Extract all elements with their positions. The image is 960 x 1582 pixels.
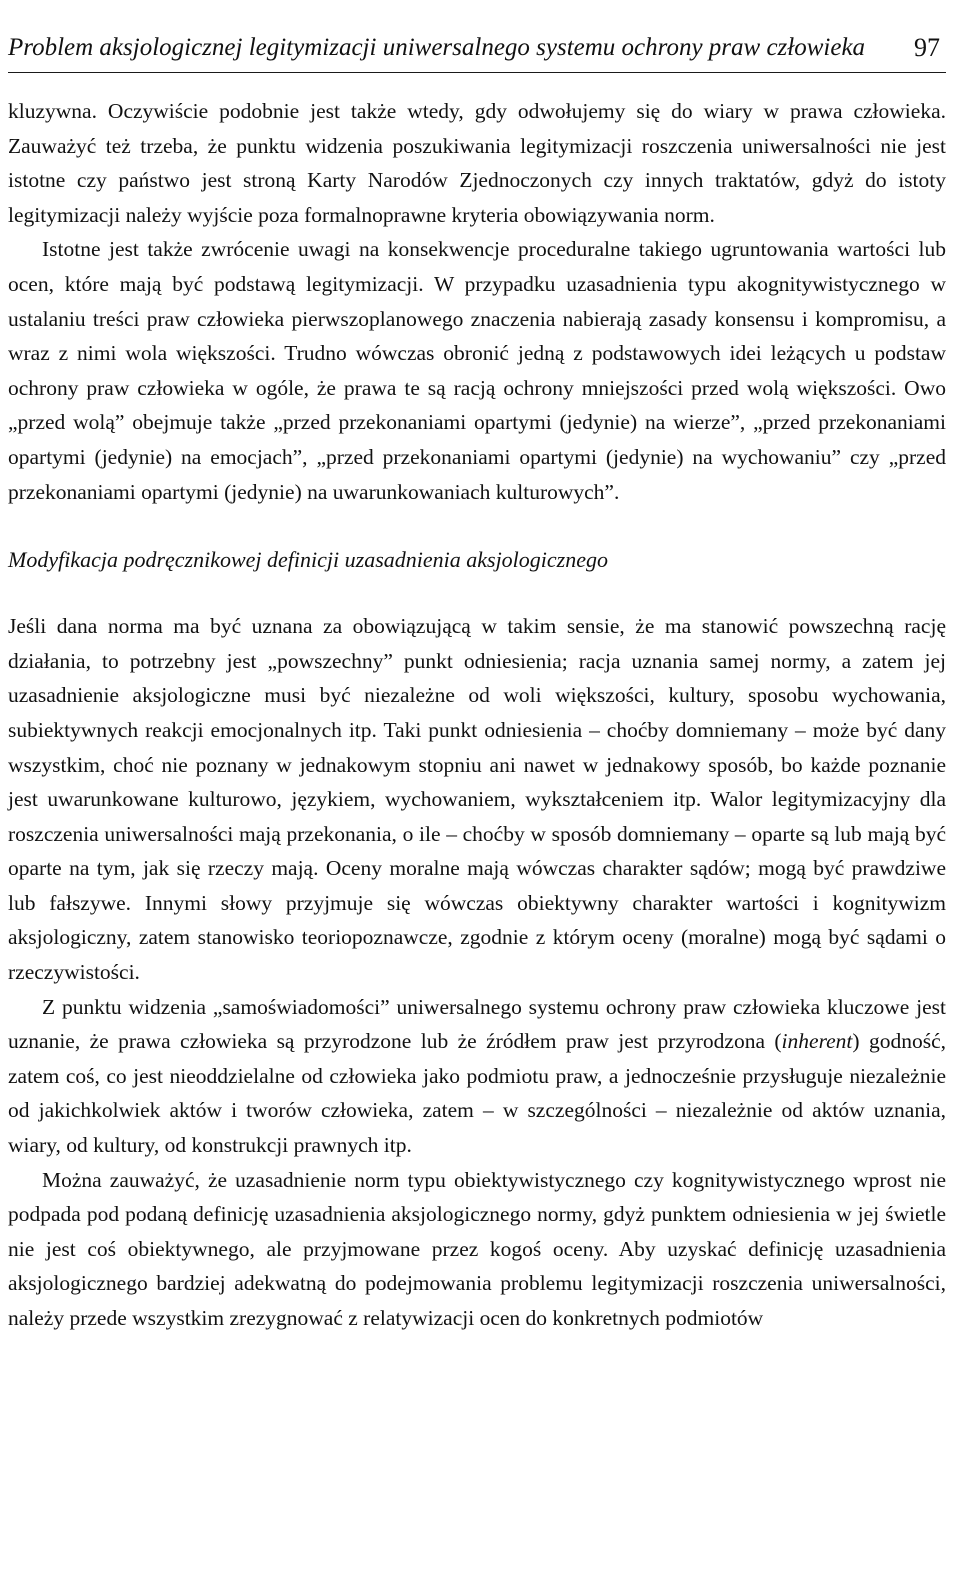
paragraph-2: Istotne jest także zwrócenie uwagi na konsekwencje proceduralne takiego ugruntowania wartości lub ocen, które mają być podstawą legitymizacji. W przypadku uzasadnienia typu akognitywistycznego w ustalaniu treści praw człowieka pierwszoplanowego znaczenia nabierają zasady konsensu i kompromisu, a wraz z nimi wola większości. Trudno wówczas obronić jedną z podstawowych idei leżących u podstaw ochrony praw człowieka w ogóle, że prawa te są racją ochrony mniejszości przed wolą większości. Owo „przed wolą” obejmuje także „przed przekonaniami opartymi (jedynie) na wierze”, „przed przekonaniami opartymi (jedynie) na emocjach”, „przed przekonaniami opartymi (jedynie) na wychowaniu” czy „przed przekonaniami opartymi (jedynie) na uwarunkowaniach kulturowych”. [8,237,946,504]
page-number: 97 [914,33,940,62]
paragraph-4-text-after: ) godność, zatem coś, co jest nieoddzielalne od człowieka jako podmiotu praw, a jednocześnie przysługuje niezależnie od jakichkolwiek aktów i tworów człowieka, zatem – w szczególności – niezależnie od aktów uznania, wiary, od kultury, od konstrukcji prawnych itp. [8,1029,946,1158]
paragraph-5: Można zauważyć, że uzasadnienie norm typu obiektywistycznego czy kognitywistycznego wprost nie podpada pod podaną definicję uzasadnienia aksjologicznego normy, gdyż punktem odniesienia w jej świetle nie jest coś obiektywnego, ale przyjmowane przez kogoś oceny. Aby uzyskać definicję uzasadnienia aksjologicznego bardziej adekwatną do podejmowania problemu legitymizacji roszczenia uniwersalności, należy przede wszystkim zrezygnować z relatywizacji ocen do konkretnych podmiotów [8,1167,946,1330]
paragraph-4-text-before: Z punktu widzenia „samoświadomości” uniwersalnego systemu ochrony praw człowieka kluczowe jest uznanie, że prawa człowieka są przyrodzone lub że źródłem praw jest przyrodzona ( [8,994,946,1054]
body-text [8,94,946,1336]
paragraph-4 [8,990,946,1163]
paragraph-4-term: inherent [781,1029,853,1054]
running-title: Problem aksjologicznej legitymizacji uniwersalnego systemu ochrony praw człowieka [8,34,866,61]
running-header [8,30,946,73]
section-heading: Modyfikacja podręcznikowej definicji uzasadnienia aksjologicznego [8,547,608,573]
paragraph-3: Jeśli dana norma ma być uznana za obowiązującą w takim sensie, że ma stanowić powszechną rację działania, to potrzebny jest „powszechny” punkt odniesienia; racja uznania samej normy, a zatem jej uzasadnienie aksjologiczne musi być niezależne od woli większości, kultury, sposobu wychowania, subiektywnych reakcji emocjonalnych itp. Taki punkt odniesienia – choćby domniemany – może być dany wszystkim, choć nie poznany w jednakowym stopniu ani nawet w jednakowy sposób, bo każde poznanie jest uwarunkowane kulturowo, językiem, wychowaniem, wykształceniem itp. Walor legitymizacyjny dla roszczenia uniwersalności mają przekonania, o ile – choćby w sposób domniemany – oparte są lub mają być oparte na tym, jak się rzeczy mają. Oceny moralne mają wówczas charakter sądów; mogą być prawdziwe lub fałszywe. Innymi słowy przyjmuje się wówczas obiektywny charakter wartości i kognitywizm aksjologiczny, zatem stanowisko teoriopoznawcze, zgodnie z którym oceny (moralne) mogą być sądami o rzeczywistości. [8,614,946,985]
paragraph-1: kluzywna. Oczywiście podobnie jest także wtedy, gdy odwołujemy się do wiary w prawa człowieka. Zauważyć też trzeba, że punktu widzenia poszukiwania legitymizacji roszczenia uniwersalności nie jest istotne czy państwo jest stroną Karty Narodów Zjednoczonych czy innych traktatów, gdyż do istoty legitymizacji należy wyjście poza formalnoprawne kryteria obowiązywania norm. [8,99,946,227]
